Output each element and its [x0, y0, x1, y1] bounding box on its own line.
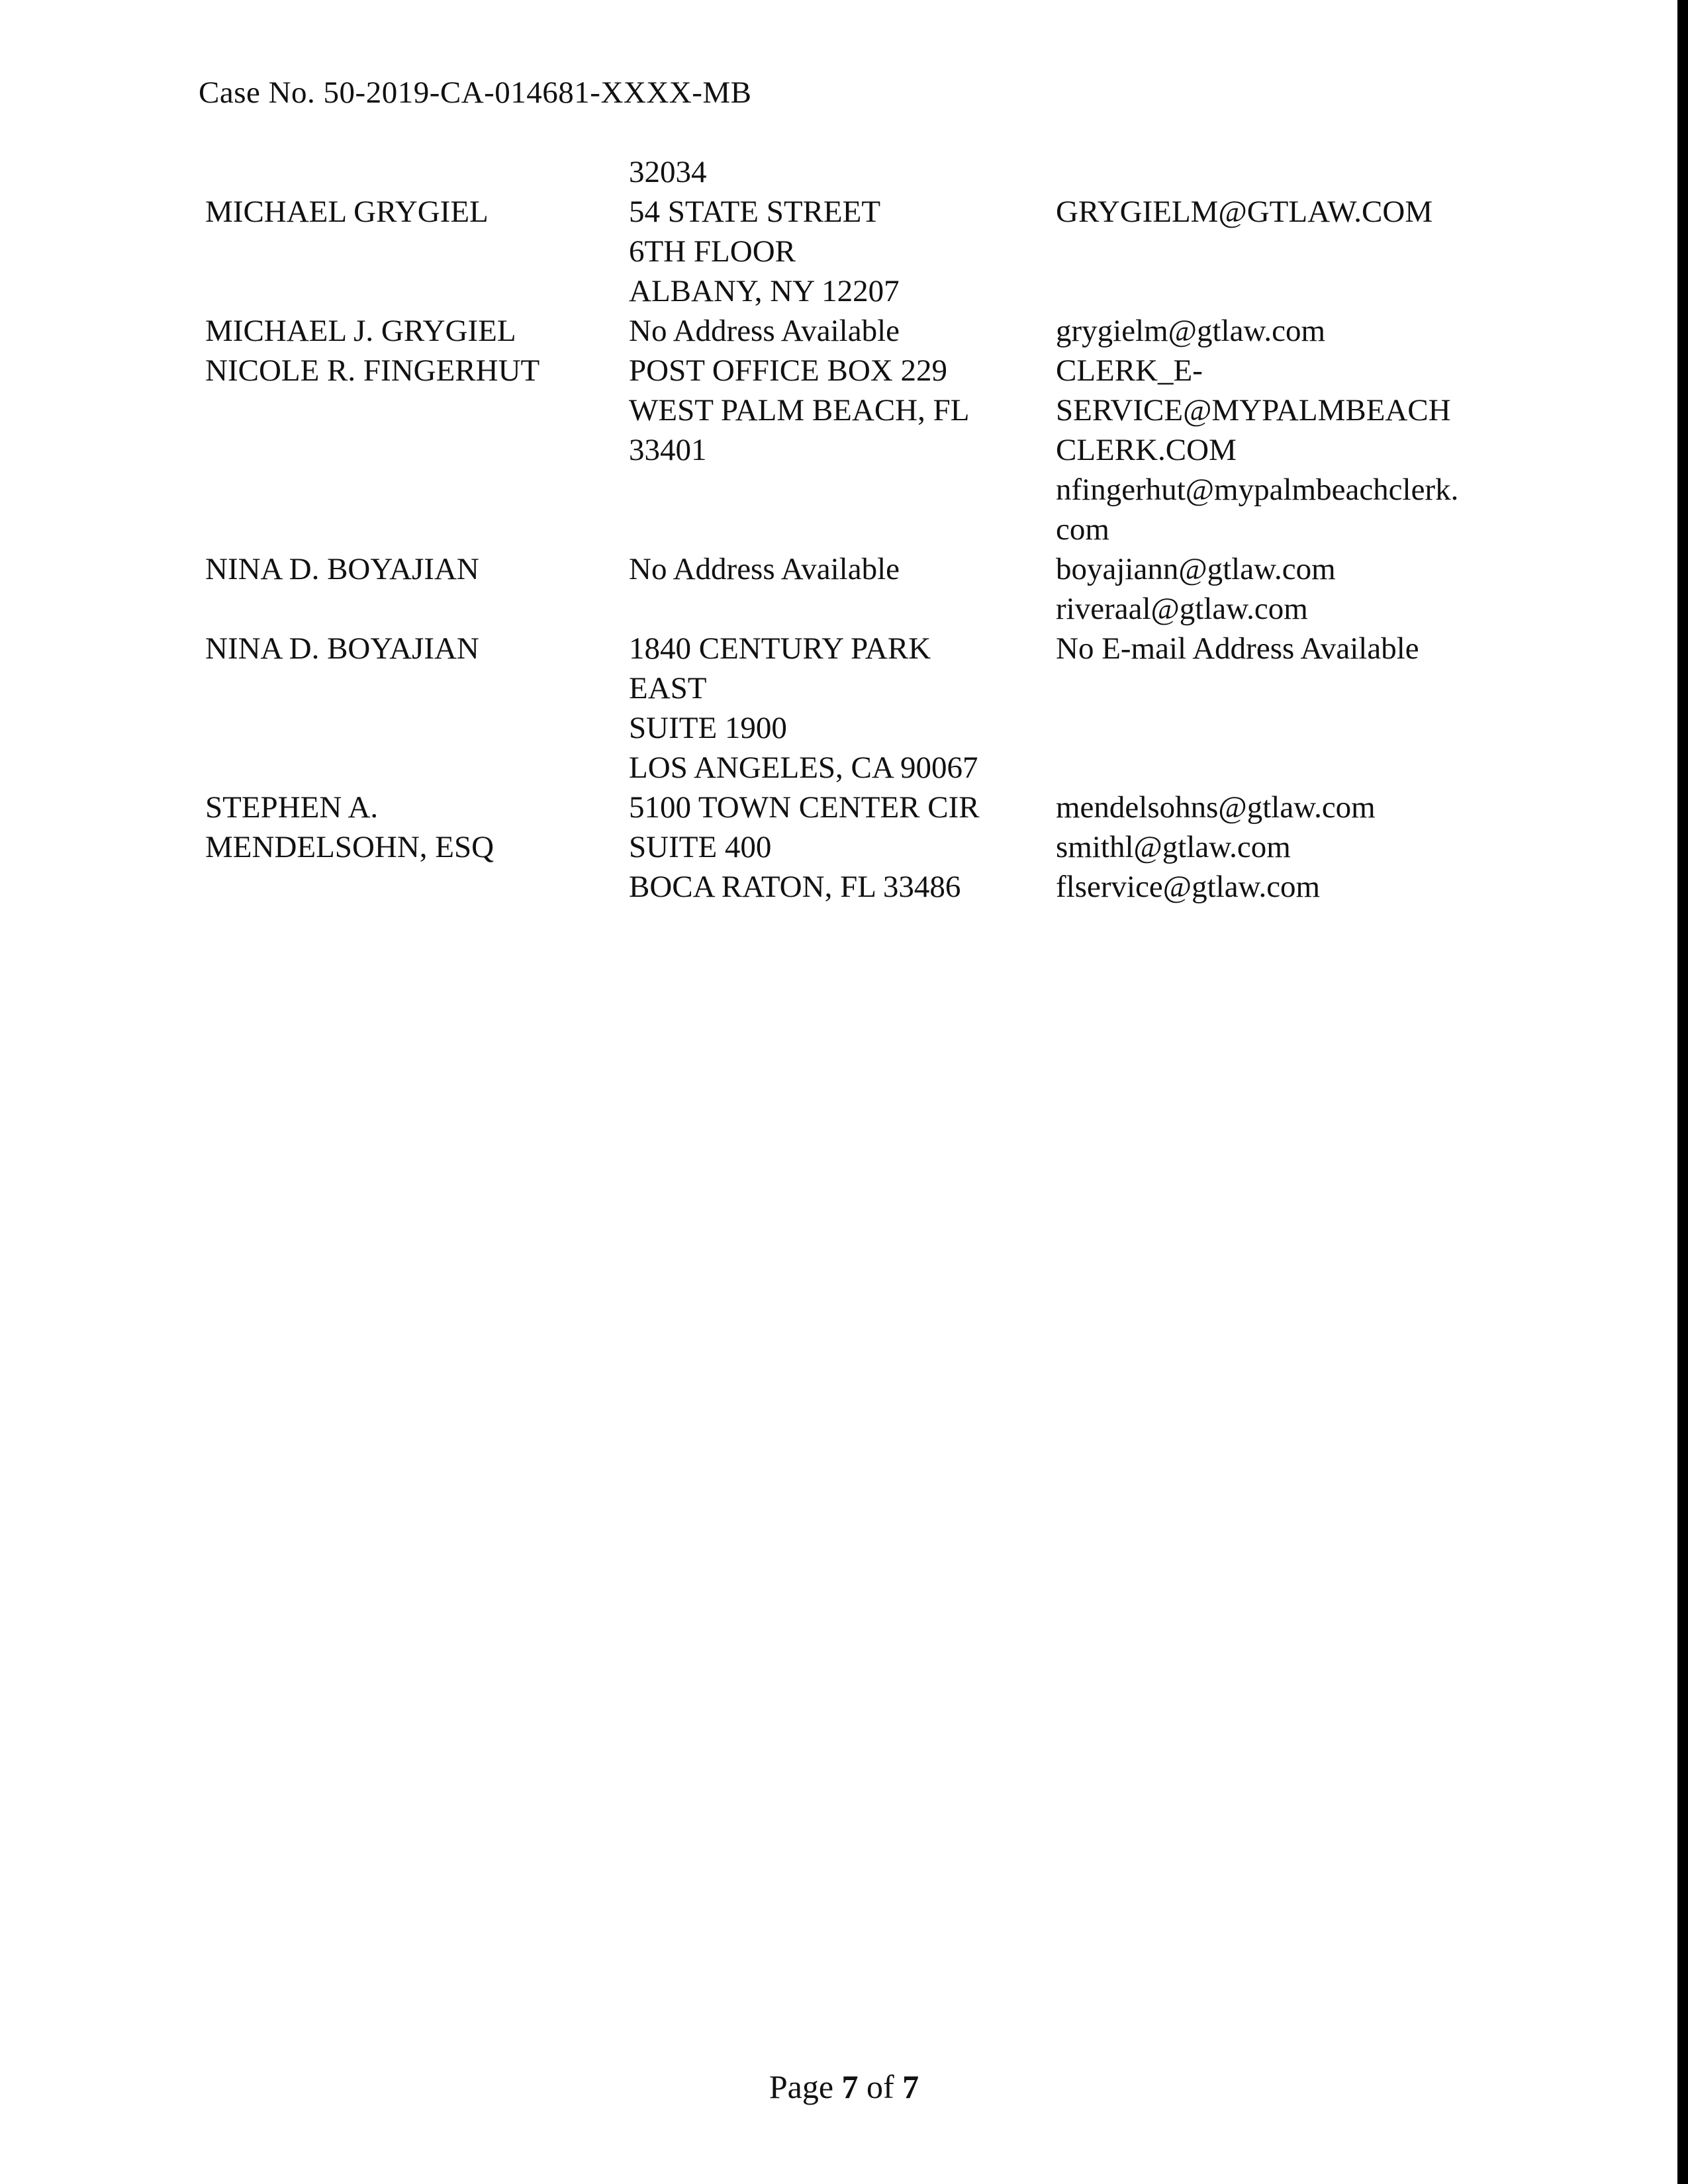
- page-of-label: of: [858, 2068, 903, 2105]
- email-line: com: [1056, 512, 1109, 547]
- address-cell: [629, 152, 1056, 192]
- email-cell: [1056, 629, 1529, 668]
- email-line: GRYGIELM@GTLAW.COM: [1056, 195, 1433, 229]
- service-list-row: [205, 311, 1529, 351]
- address-line: BOCA RATON, FL 33486: [629, 870, 961, 904]
- service-list-table: [205, 152, 1529, 907]
- page-number-footer: [0, 2067, 1688, 2107]
- email-line: CLERK_E-: [1056, 353, 1203, 388]
- party-name-cell: [205, 311, 629, 351]
- address-cell: [629, 311, 1056, 351]
- email-line: CLERK.COM: [1056, 433, 1237, 467]
- address-line: EAST: [629, 671, 707, 705]
- name-line: STEPHEN A.: [205, 790, 379, 825]
- service-list-row: [205, 629, 1529, 788]
- address-line: 32034: [629, 155, 707, 189]
- address-line: POST OFFICE BOX 229: [629, 353, 947, 388]
- address-cell: [629, 549, 1056, 589]
- address-cell: [629, 629, 1056, 788]
- address-cell: [629, 788, 1056, 907]
- party-name-cell: [205, 351, 629, 390]
- name-line: NINA D. BOYAJIAN: [205, 631, 479, 666]
- case-number-header: Case No. 50-2019-CA-014681-XXXX-MB: [199, 75, 752, 110]
- page-label: Page: [769, 2068, 842, 2105]
- address-cell: [629, 351, 1056, 470]
- email-line: mendelsohns@gtlaw.com: [1056, 790, 1376, 825]
- email-line: smithl@gtlaw.com: [1056, 830, 1291, 864]
- address-line: 33401: [629, 433, 707, 467]
- page-right-edge: [1677, 0, 1688, 2184]
- email-cell: [1056, 311, 1529, 351]
- email-line: flservice@gtlaw.com: [1056, 870, 1321, 904]
- service-list-row: [205, 192, 1529, 311]
- party-name-cell: [205, 549, 629, 589]
- name-line: MICHAEL GRYGIEL: [205, 195, 489, 229]
- page-current: 7: [841, 2068, 859, 2105]
- service-list-row: [205, 549, 1529, 629]
- email-cell: [1056, 788, 1529, 907]
- service-list-row: [205, 788, 1529, 907]
- name-line: NICOLE R. FINGERHUT: [205, 353, 540, 388]
- party-name-cell: [205, 629, 629, 668]
- name-line: NINA D. BOYAJIAN: [205, 552, 479, 586]
- email-line: No E-mail Address Available: [1056, 631, 1419, 666]
- email-line: riveraal@gtlaw.com: [1056, 592, 1308, 626]
- address-line: WEST PALM BEACH, FL: [629, 393, 970, 428]
- name-line: MENDELSOHN, ESQ: [205, 830, 494, 864]
- address-line: SUITE 400: [629, 830, 772, 864]
- service-list-row: [205, 351, 1529, 549]
- party-name-cell: [205, 788, 629, 867]
- email-cell: [1056, 549, 1529, 629]
- email-line: SERVICE@MYPALMBEACH: [1056, 393, 1451, 428]
- party-name-cell: [205, 192, 629, 232]
- address-cell: [629, 192, 1056, 311]
- address-line: SUITE 1900: [629, 711, 787, 745]
- email-line: grygielm@gtlaw.com: [1056, 314, 1326, 348]
- address-line: No Address Available: [629, 314, 900, 348]
- address-line: 5100 TOWN CENTER CIR: [629, 790, 980, 825]
- address-line: 6TH FLOOR: [629, 234, 796, 269]
- name-line: MICHAEL J. GRYGIEL: [205, 314, 516, 348]
- address-line: LOS ANGELES, CA 90067: [629, 751, 978, 785]
- address-line: 1840 CENTURY PARK: [629, 631, 931, 666]
- page-total: 7: [902, 2068, 919, 2105]
- email-line: nfingerhut@mypalmbeachclerk.: [1056, 473, 1459, 507]
- address-line: 54 STATE STREET: [629, 195, 881, 229]
- email-cell: [1056, 192, 1529, 232]
- service-list-row: [205, 152, 1529, 192]
- address-line: ALBANY, NY 12207: [629, 274, 900, 308]
- address-line: No Address Available: [629, 552, 900, 586]
- email-line: boyajiann@gtlaw.com: [1056, 552, 1336, 586]
- email-cell: [1056, 351, 1529, 549]
